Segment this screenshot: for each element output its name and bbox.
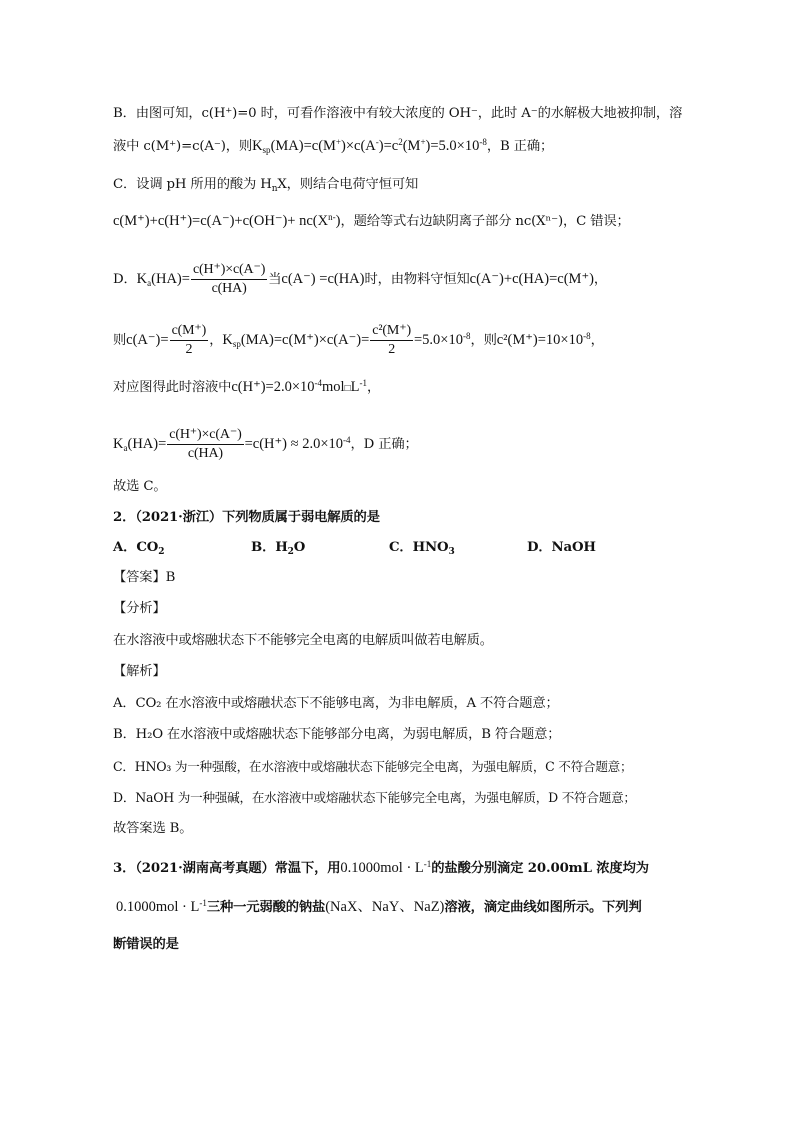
analysis-text: 在水溶液中或熔融状态下不能够完全电离的电解质叫做若电解质。 [113,633,493,648]
q2-conclusion: 故答案选 B。 [113,821,193,836]
ksp-fraction: $\frac{\text{c²(M⁺)}}{2}$ [372,323,411,357]
explain-label: 【解析】 [113,664,166,679]
option-c: C．$HNO_3$ [389,540,455,557]
question-3-line-2: $0.1000mol \cdot L^{-1}$三种一元弱酸的钠盐(NaX、NaY、NaZ)溶液，滴定曲线如图所示。下列判 [116,898,642,915]
ka-fraction: $\frac{c(H^+)\times c(A^-)}{c(HA)}$ [192,262,266,296]
explanation-b-line-2: 液中 c(M⁺)=c(A⁻)，则$K_{sp}(MA)=c(M^+)\times c(A^-)=c^2(M^+)=5.0\times 10^{-8}$，B 正确； [113,137,554,155]
explanation-d-line-3: 对应图得此时溶液中$c(H^+)=2.0\times 10^{-4}mol□L^{-1}$， [113,378,381,395]
question-2-title: 2．（2021·浙江）下列物质属于弱电解质的是 [113,510,380,525]
ka-result-fraction: $\frac{c(H^+)\times c(A^-)}{c(HA)}$ [169,427,242,461]
option-a: A．$CO_2$ [113,540,165,557]
explain-d: D．NaOH 为一种强碱，在水溶液中或熔融状态下能够完全电离，为强电解质，D 不符合题意； [113,790,636,805]
explain-b: B．H₂O 在水溶液中或熔融状态下能够部分电离，为弱电解质，B 符合题意； [113,727,561,742]
explain-a: A．CO₂ 在水溶液中或熔融状态下不能够电离，为非电解质，A 不符合题意； [113,696,559,711]
analysis-label: 【分析】 [113,601,166,616]
question-3-line-1: 3．（2021·湖南高考真题）常温下，用$0.1000mol \cdot L^{-1}$的盐酸分别滴定 20.00mL 浓度均为 [113,859,649,876]
question-2-options [113,538,665,558]
explanation-c-line-1: C．设调 pH 所用的酸为 $H_nX$，则结合电荷守恒可知 [113,177,419,194]
a-concentration-fraction: $\frac{c(M^+)}{2}$ [171,323,207,357]
option-b: B．$H_2O$ [251,540,306,557]
explain-c: C．HNO₃ 为一种强酸，在水溶液中或熔融状态下能够完全电离，为强电解质，C 不符合题意； [113,759,633,774]
conclusion-line: 故选 C。 [113,479,167,494]
explanation-d-line-1: D．$K_a(HA)=$ $\frac{c(H^+)\times c(A^-)}{c(HA)}$ 当c(A⁻) =c(HA)时，由物料守恒知c(A⁻)+c(HA)=c(M⁺)， [113,262,608,296]
explanation-d-line-2: 则c(A⁻)= $\frac{c(M^+)}{2}$ ，$K_{sp}(MA)=c(M^+)\times c(A^-)=$ $\frac{\text{c²(M⁺)}}{2}$ $=5.0\times 10^{-8}$，则$c^2(M^+)=10\times 10^{-8}$， [113,323,604,357]
answer-line: 【答案】B [113,570,176,585]
explanation-b-line-1: B．由图可知，c(H⁺)=0 时，可看作溶液中有较大浓度的 OH⁻，此时 A⁻的水解极大地被抑制，溶 [113,106,683,121]
option-d: D．NaOH [527,540,596,555]
question-3-line-3: 断错误的是 [113,937,179,952]
explanation-c-line-2: $c(M^+)+c(H^+)=c(A^-)+c(OH^-)+ nc(X^{n-})$，题给等式右边缺阴离子部分 nc(Xⁿ⁻)，C 错误； [113,212,630,229]
explanation-d-line-4: $K_a(HA)=$ $\frac{c(H^+)\times c(A^-)}{c(HA)}$ $=c(H^+) \approx 2.0\times 10^{-4}$，D 正确； [113,427,418,461]
